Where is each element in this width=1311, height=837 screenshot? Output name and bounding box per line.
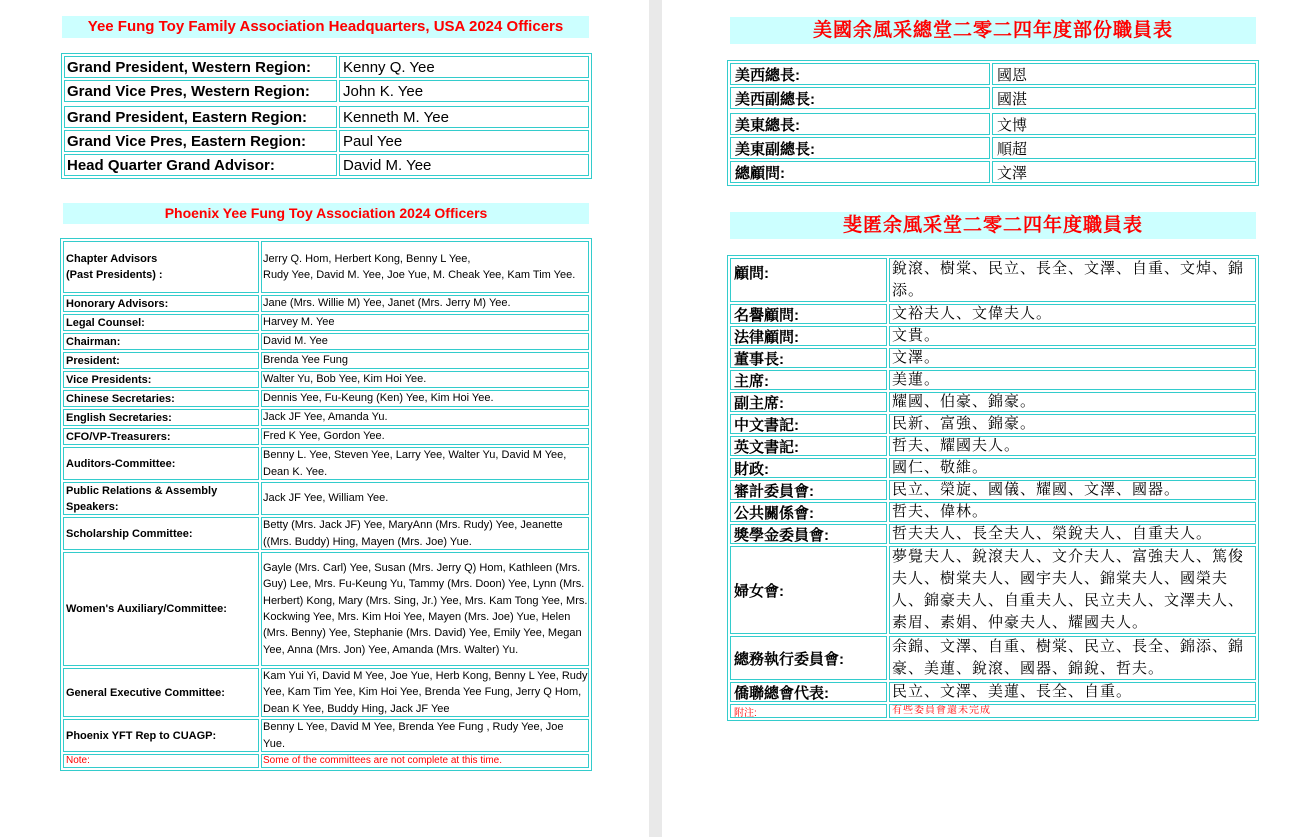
position-members: 國仁、敬維。 [889,458,1256,478]
position-members: Jack JF Yee, Amanda Yu. [261,409,589,426]
position-label: President: [63,352,259,369]
position-label: 顧問: [730,258,887,302]
position-members: 耀國、伯豪、錦豪。 [889,392,1256,412]
position-members: 夢覺夫人、銳滾夫人、文介夫人、富強夫人、篤俊夫人、樹棠夫人、國宇夫人、錦棠夫人、國榮夫人、錦豪夫人、自重夫人、民立夫人、文澤夫人、素眉、素娟、仲豪夫人、耀國夫人。 [889,546,1256,634]
table-row [62,516,590,551]
table-row [729,62,1257,86]
position-label: 副主席: [730,392,887,412]
position-members: 文裕夫人、文偉夫人。 [889,304,1256,324]
position-label: 審計委員會: [730,480,887,500]
cn-phoenix-officers-table [727,255,1259,721]
position-label: Legal Counsel: [63,314,259,331]
position-label: 僑聯總會代表: [730,682,887,702]
usa-officers-table [61,53,592,179]
position-members: Dennis Yee, Fu-Keung (Ken) Yee, Kim Hoi Yee. [261,390,589,407]
officer-title: 美西副總長: [730,87,990,109]
position-label: 公共關係會: [730,502,887,522]
position-members: Betty (Mrs. Jack JF) Yee, MaryAnn (Mrs. Rudy) Yee, Jeanette ((Mrs. Buddy) Hing, Mayen (Mrs. Joe) Yue. [261,517,589,550]
position-members: 余錦、文澤、自重、樹棠、民立、長全、錦添、錦豪、美蓮、銳滾、國器、錦銳、哲夫。 [889,636,1256,680]
table-row [729,112,1257,136]
table-row [729,545,1257,635]
position-label: Vice Presidents: [63,371,259,388]
table-row [62,313,590,332]
position-label: 婦女會: [730,546,887,634]
position-members: Gayle (Mrs. Carl) Yee, Susan (Mrs. Jerry Q) Hom, Kathleen (Mrs. Guy) Lee, Mrs. Fu-Keung Yu, Tammy (Mrs. Doon) Yee, Lynn (Mrs. Herbert) Kong, Mary (Mrs. Sing, Jr.) Yee, Mrs. Kam Tong Yee, Mrs. Kockwing Yee, Mrs. Kim Hoi Yee, Mayen (Mrs. Joe) Yue, Helen (Mrs. Benny) Yee, Stephanie (Mrs. David) Yee, Emily Yee, Megan Yee, Anna (Mrs. Jon) Yee, Amanda (Mrs. Walter) Yu. [261,552,589,666]
position-members: Walter Yu, Bob Yee, Kim Hoi Yee. [261,371,589,388]
table-row [62,718,590,753]
table-row [63,153,590,177]
officer-title: Grand Vice Pres, Eastern Region: [64,130,337,152]
position-members: Jack JF Yee, William Yee. [261,482,589,515]
position-label: Scholarship Committee: [63,517,259,550]
cn-usa-officers-title: 美國余風采總堂二零二四年度部份職員表 [730,17,1256,44]
table-row [62,240,590,294]
position-label: Women's Auxiliary/Committee: [63,552,259,666]
cn-phoenix-officers-title: 斐匿余風采堂二零二四年度職員表 [730,212,1256,239]
position-label: CFO/VP-Treasurers: [63,428,259,445]
position-label: 主席: [730,370,887,390]
position-members: 民立、榮旋、國儀、耀國、文澤、國器。 [889,480,1256,500]
position-label: 財政: [730,458,887,478]
position-members: Fred K Yee, Gordon Yee. [261,428,589,445]
cn-usa-officers-table [727,60,1259,186]
position-label: Chapter Advisors (Past Presidents) : [63,241,259,293]
table-row [62,389,590,408]
position-members: 哲夫、偉林。 [889,502,1256,522]
position-members: 文貴。 [889,326,1256,346]
officer-title: Grand President, Eastern Region: [64,106,337,128]
position-members: 文澤。 [889,348,1256,368]
table-row [62,294,590,313]
table-row [729,160,1257,184]
table-row [62,551,590,667]
officer-title: 美東副總長: [730,137,990,159]
position-members: 民新、富強、錦豪。 [889,414,1256,434]
table-row [729,257,1257,303]
table-row [729,325,1257,347]
note-row [62,753,590,769]
officer-title: 總顧問: [730,161,990,183]
note-row [729,703,1257,719]
officer-name: 文澤 [992,161,1256,183]
officer-name: David M. Yee [339,154,589,176]
officer-title: Grand President, Western Region: [64,56,337,78]
position-label: 中文書記: [730,414,887,434]
table-row [63,79,590,103]
english-page [0,0,649,837]
chinese-page [662,0,1311,837]
table-row [729,479,1257,501]
table-row [729,347,1257,369]
officer-title: Grand Vice Pres, Western Region: [64,80,337,102]
position-label: 董事長: [730,348,887,368]
position-label: 法律顧問: [730,326,887,346]
phoenix-officers-table [60,238,592,771]
officer-name: 國恩 [992,63,1256,85]
note-label: 附注: [730,704,887,718]
position-label: General Executive Committee: [63,668,259,717]
table-row [62,408,590,427]
note-text: 有些委員會還未完成 [889,704,1256,718]
officer-title: 美西總長: [730,63,990,85]
position-members: Jane (Mrs. Willie M) Yee, Janet (Mrs. Jerry M) Yee. [261,295,589,312]
position-label: Honorary Advisors: [63,295,259,312]
position-members: Benny L. Yee, Steven Yee, Larry Yee, Walter Yu, David M Yee, Dean K. Yee. [261,447,589,480]
table-row [62,332,590,351]
table-row [729,523,1257,545]
position-members: Benny L Yee, David M Yee, Brenda Yee Fung , Rudy Yee, Joe Yue. [261,719,589,752]
position-members: Brenda Yee Fung [261,352,589,369]
position-members: 民立、文澤、美蓮、長全、自重。 [889,682,1256,702]
table-row [62,351,590,370]
officer-name: 文博 [992,113,1256,135]
position-label: Phoenix YFT Rep to CUAGP: [63,719,259,752]
position-label: Public Relations & Assembly Speakers: [63,482,259,515]
table-row [62,427,590,446]
position-members: David M. Yee [261,333,589,350]
table-row [63,55,590,79]
table-row [62,446,590,481]
table-row [729,391,1257,413]
officer-name: Paul Yee [339,130,589,152]
note-label: Note: [63,754,259,768]
officer-name: 國湛 [992,87,1256,109]
position-members: 哲夫夫人、長全夫人、榮銳夫人、自重夫人。 [889,524,1256,544]
position-members: Harvey M. Yee [261,314,589,331]
table-row [63,105,590,129]
position-members: 哲夫、耀國夫人。 [889,436,1256,456]
note-text: Some of the committees are not complete at this time. [261,754,589,768]
table-row [62,667,590,718]
table-row [729,86,1257,110]
position-label: 總務執行委員會: [730,636,887,680]
position-members: 美蓮。 [889,370,1256,390]
officer-title: Head Quarter Grand Advisor: [64,154,337,176]
table-row [62,370,590,389]
table-row [729,413,1257,435]
position-members: Kam Yui Yi, David M Yee, Joe Yue, Herb Kong, Benny L Yee, Rudy Yee, Kam Tim Yee, Kim Hoi Yee, Brenda Yee Fung, Jerry Q Hom, Dean K Yee, Buddy Hing, Jack JF Yee [261,668,589,717]
position-label: Auditors-Committee: [63,447,259,480]
table-row [729,501,1257,523]
officer-name: Kenneth M. Yee [339,106,589,128]
usa-officers-title: Yee Fung Toy Family Association Headquarters, USA 2024 Officers [62,16,589,38]
table-row [63,129,590,153]
position-label: 名譽顧問: [730,304,887,324]
position-members: Jerry Q. Hom, Herbert Kong, Benny L Yee, Rudy Yee, David M. Yee, Joe Yue, M. Cheak Yee, Kam Tim Yee. [261,241,589,293]
position-label: English Secretaries: [63,409,259,426]
table-row [729,136,1257,160]
table-row [729,303,1257,325]
position-members: 銳滾、樹棠、民立、長全、文澤、自重、文焯、錦添。 [889,258,1256,302]
phoenix-officers-title: Phoenix Yee Fung Toy Association 2024 Officers [63,203,589,224]
position-label: Chairman: [63,333,259,350]
table-row [729,635,1257,681]
table-row [62,481,590,516]
position-label: 英文書記: [730,436,887,456]
position-label: 獎學金委員會: [730,524,887,544]
officer-name: 順超 [992,137,1256,159]
table-row [729,435,1257,457]
table-row [729,681,1257,703]
officer-title: 美東總長: [730,113,990,135]
position-label: Chinese Secretaries: [63,390,259,407]
officer-name: Kenny Q. Yee [339,56,589,78]
table-row [729,457,1257,479]
table-row [729,369,1257,391]
officer-name: John K. Yee [339,80,589,102]
